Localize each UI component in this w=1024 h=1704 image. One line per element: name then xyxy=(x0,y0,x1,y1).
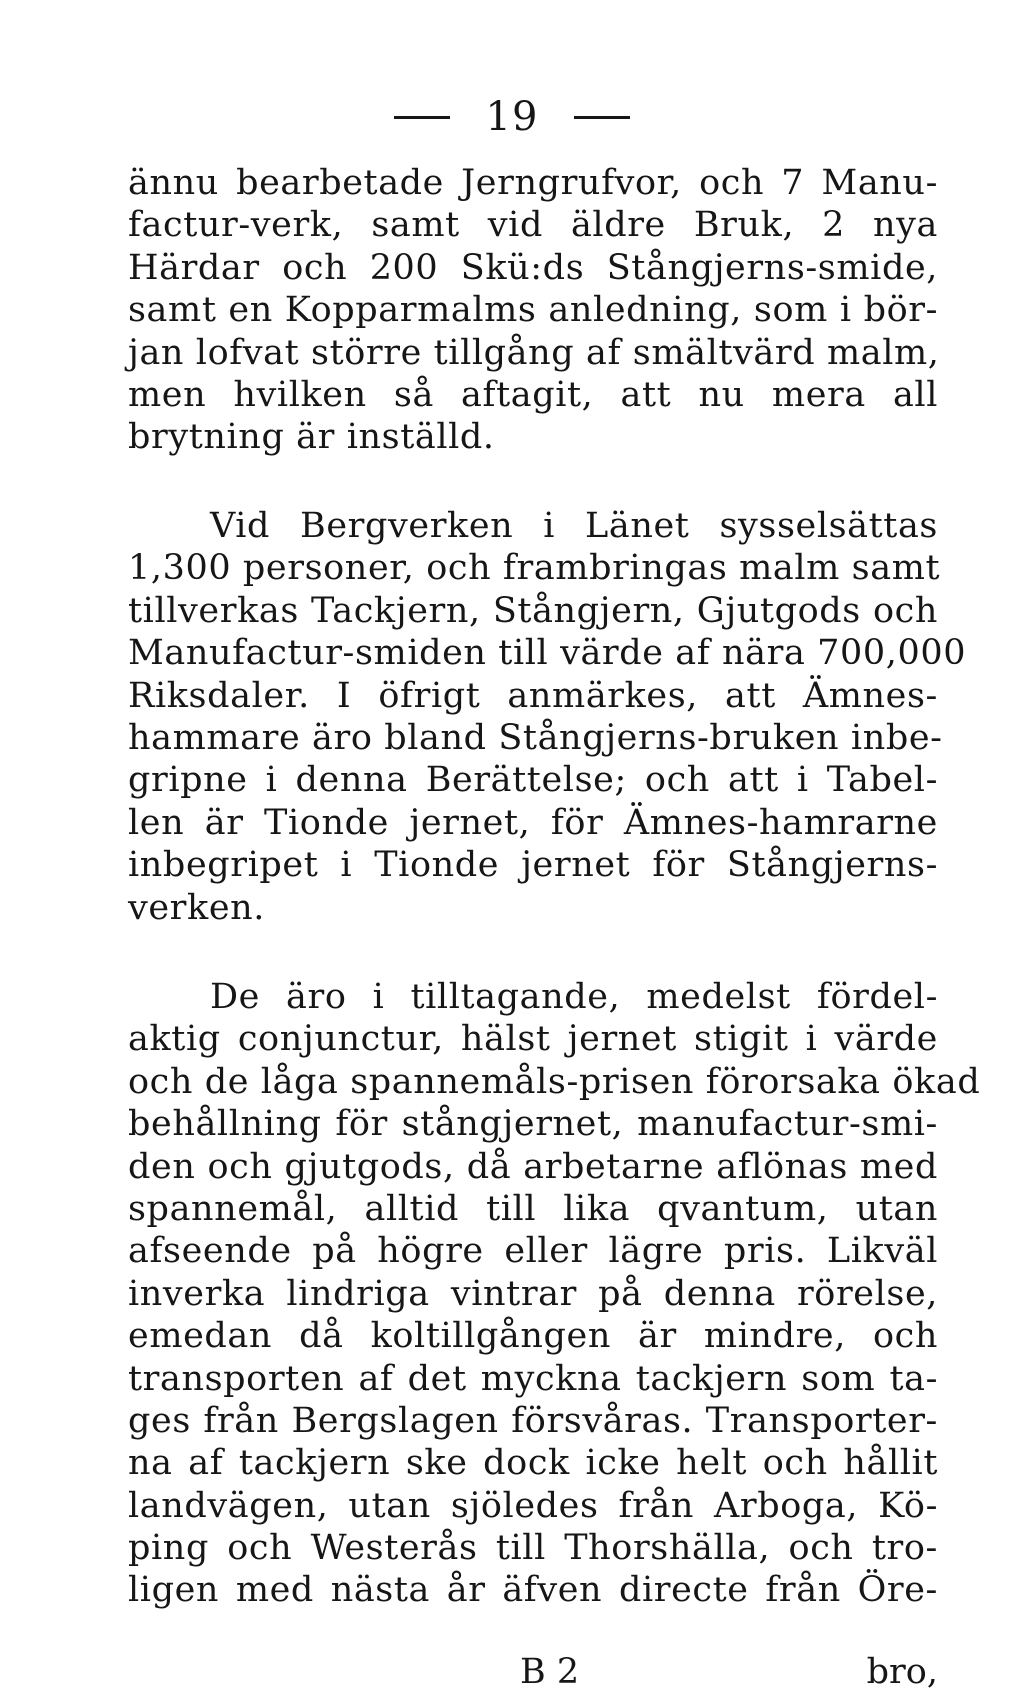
text-line: gripne i denna Berättelse; och att i Tabel- xyxy=(128,760,938,801)
paragraph-2 xyxy=(128,505,967,929)
text-line: ännu bearbetade Jerngrufvor, och 7 Manu- xyxy=(128,163,938,203)
text-line: spannemål, alltid till lika qvantum, utan xyxy=(128,1188,938,1229)
text-line: 1,300 personer, och frambringas malm samt xyxy=(128,548,941,589)
text-line: men hvilken så aftagit, att nu mera all xyxy=(128,374,938,415)
catchword: bro, xyxy=(866,1652,938,1692)
text-line: inverka lindriga vintrar på denna rörelse, xyxy=(128,1273,938,1314)
text-line: Vid Bergverken i Länet sysselsättas xyxy=(210,506,938,546)
paragraph-3 xyxy=(128,976,981,1612)
text-line: ges från Bergslagen försvåras. Transporter- xyxy=(128,1400,938,1441)
text-line: verken. xyxy=(128,887,266,928)
text-line: landvägen, utan sjöledes från Arboga, Kö- xyxy=(128,1485,938,1526)
text-line: den och gjutgods, då arbetarne aflönas med xyxy=(128,1146,938,1187)
text-line: Härdar och 200 Skü:ds Stångjerns-smide, xyxy=(128,247,938,288)
text-line: ping och Westerås till Thorshälla, och tro- xyxy=(128,1528,938,1569)
text-line: och de låga spannemåls-prisen förorsaka ökad xyxy=(128,1061,981,1102)
text-line: inbegripet i Tionde jernet för Stångjerns- xyxy=(128,845,938,886)
signature-mark: B 2 xyxy=(520,1652,580,1692)
text-line: na af tackjern ske dock icke helt och hållit xyxy=(128,1443,938,1484)
text-line: tillverkas Tackjern, Stångjern, Gjutgods och xyxy=(128,590,938,631)
text-line: Riksdaler. I öfrigt anmärkes, att Ämnes- xyxy=(128,675,938,716)
page-number: 19 xyxy=(485,94,539,140)
text-line: brytning är inställd. xyxy=(128,417,495,458)
text-line: behållning för stångjernet, manufactur-smi- xyxy=(128,1104,938,1145)
text-line: aktig conjunctur, hälst jernet stigit i värde xyxy=(128,1019,938,1060)
text-line: emedan då koltillgången är mindre, och xyxy=(128,1316,938,1357)
header-dash-left xyxy=(394,116,450,119)
text-line: samt en Kopparmalms anledning, som i bör- xyxy=(128,290,938,331)
text-line: ligen med nästa år äfven directe från Öre- xyxy=(128,1570,938,1611)
text-line: factur-verk, samt vid äldre Bruk, 2 nya xyxy=(128,205,938,246)
text-line: Manufactur-smiden till värde af nära 700,000 xyxy=(128,633,967,674)
header-dash-right xyxy=(574,116,630,119)
page-footer xyxy=(128,1651,938,1693)
paragraph-1 xyxy=(128,162,938,459)
page-header xyxy=(0,92,1024,139)
text-line: De äro i tilltagande, medelst fördel- xyxy=(210,977,938,1017)
text-line: hammare äro bland Stångjerns-bruken inbe- xyxy=(128,717,943,758)
text-line: afseende på högre eller lägre pris. Likväl xyxy=(128,1231,938,1272)
text-line: len är Tionde jernet, för Ämnes-hamrarne xyxy=(128,802,938,843)
text-line: transporten af det myckna tackjern som ta- xyxy=(128,1358,938,1399)
text-line: jan lofvat större tillgång af smältvärd malm, xyxy=(128,332,940,373)
